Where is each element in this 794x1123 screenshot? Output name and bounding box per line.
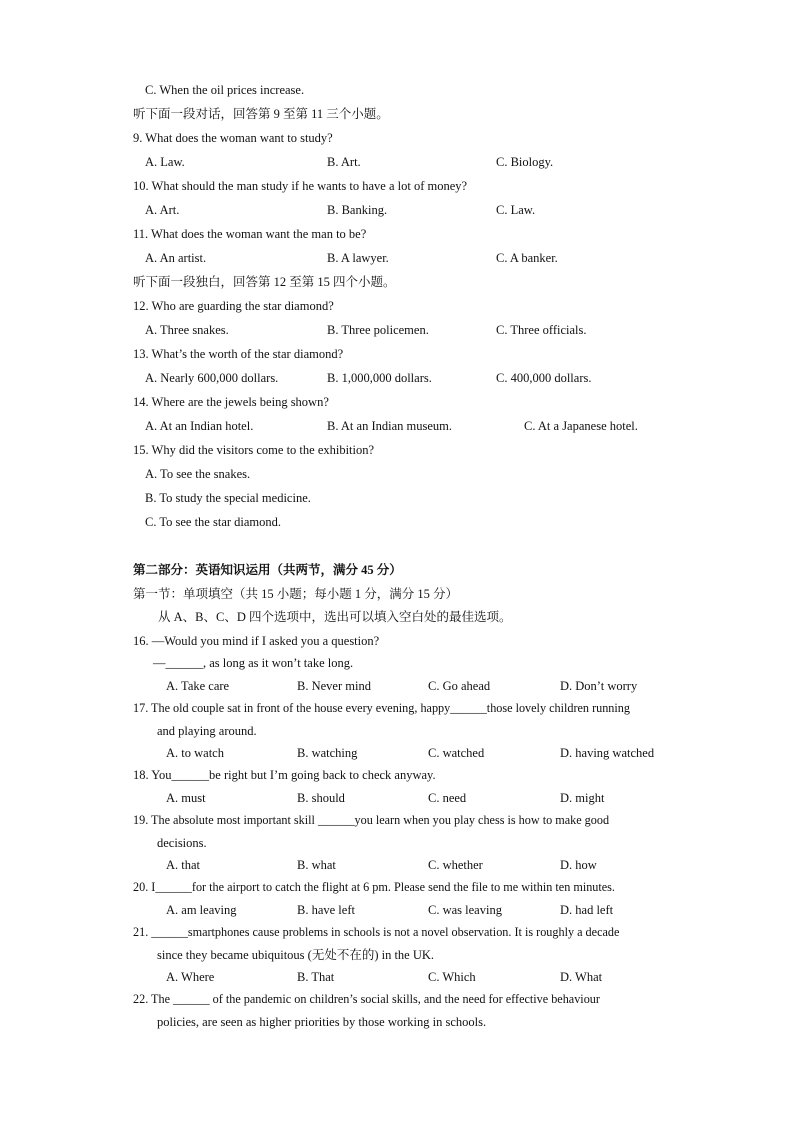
q20-option-b: B. have left xyxy=(297,903,355,917)
q21-option-c: C. Which xyxy=(428,970,476,984)
section-heading-12-15: 听下面一段独白，回答第 12 至第 15 四个小题。 xyxy=(133,275,396,289)
q12-option-b: B. Three policemen. xyxy=(327,323,429,337)
question-16-reply: —______, as long as it won’t take long. xyxy=(153,656,354,670)
q16-option-d: D. Don’t worry xyxy=(560,679,638,693)
q10-option-a: A. Art. xyxy=(145,203,180,217)
q20-option-a: A. am leaving xyxy=(166,903,237,917)
q10-option-c: C. Law. xyxy=(496,203,536,217)
q15-option-a: A. To see the snakes. xyxy=(145,467,251,481)
q21-option-b: B. That xyxy=(297,970,335,984)
q10-option-b: B. Banking. xyxy=(327,203,388,217)
question-14: 14. Where are the jewels being shown? xyxy=(133,395,329,409)
q9-option-c: C. Biology. xyxy=(496,155,554,169)
question-20: 20. I______for the airport to catch the flight at 6 pm. Please send the file to me within ten minutes. xyxy=(133,880,615,894)
question-15: 15. Why did the visitors come to the exhibition? xyxy=(133,443,375,457)
q12-option-c: C. Three officials. xyxy=(496,323,587,337)
question-10: 10. What should the man study if he wants to have a lot of money? xyxy=(133,179,468,193)
q21-option-a: A. Where xyxy=(166,970,215,984)
carry-option: C. When the oil prices increase. xyxy=(145,83,305,97)
q18-option-b: B. should xyxy=(297,791,345,805)
q13-option-c: C. 400,000 dollars. xyxy=(496,371,592,385)
question-22: 22. The ______ of the pandemic on children’s social skills, and the need for effective behaviour xyxy=(133,992,600,1006)
question-13: 13. What’s the worth of the star diamond? xyxy=(133,347,344,361)
q21-option-d: D. What xyxy=(560,970,603,984)
question-21-cont: since they became ubiquitous (无处不在的) in the UK. xyxy=(157,948,435,962)
q15-option-c: C. To see the star diamond. xyxy=(145,515,282,529)
question-16: 16. —Would you mind if I asked you a question? xyxy=(133,634,380,648)
q11-option-c: C. A banker. xyxy=(496,251,558,265)
q12-option-a: A. Three snakes. xyxy=(145,323,229,337)
q19-option-c: C. whether xyxy=(428,858,483,872)
question-19: 19. The absolute most important skill ______you learn when you play chess is how to make good xyxy=(133,813,610,827)
q18-option-a: A. must xyxy=(166,791,206,805)
q17-option-b: B. watching xyxy=(297,746,358,760)
q9-option-a: A. Law. xyxy=(145,155,185,169)
q17-option-c: C. watched xyxy=(428,746,485,760)
section1-instructions: 从 A、B、C、D 四个选项中，选出可以填入空白处的最佳选项。 xyxy=(158,610,512,624)
q15-option-b: B. To study the special medicine. xyxy=(145,491,311,505)
q14-option-c: C. At a Japanese hotel. xyxy=(524,419,638,433)
q17-option-a: A. to watch xyxy=(166,746,224,760)
q17-option-d: D. having watched xyxy=(560,746,655,760)
question-17: 17. The old couple sat in front of the house every evening, happy______those lovely children running xyxy=(133,701,630,715)
q13-option-a: A. Nearly 600,000 dollars. xyxy=(145,371,279,385)
q20-option-c: C. was leaving xyxy=(428,903,502,917)
q11-option-a: A. An artist. xyxy=(145,251,207,265)
question-18: 18. You______be right but I’m going back to check anyway. xyxy=(133,768,436,782)
q14-option-a: A. At an Indian hotel. xyxy=(145,419,254,433)
question-19-cont: decisions. xyxy=(157,836,207,850)
section-heading-9-11: 听下面一段对话，回答第 9 至第 11 三个小题。 xyxy=(133,107,389,121)
question-12: 12. Who are guarding the star diamond? xyxy=(133,299,334,313)
q14-option-b: B. At an Indian museum. xyxy=(327,419,452,433)
q19-option-b: B. what xyxy=(297,858,336,872)
part2-title: 第二部分：英语知识运用（共两节，满分 45 分） xyxy=(133,563,402,577)
q16-option-c: C. Go ahead xyxy=(428,679,491,693)
q16-option-a: A. Take care xyxy=(166,679,230,693)
section1-title: 第一节：单项填空（共 15 小题；每小题 1 分，满分 15 分） xyxy=(133,587,459,601)
q11-option-b: B. A lawyer. xyxy=(327,251,389,265)
q13-option-b: B. 1,000,000 dollars. xyxy=(327,371,432,385)
q18-option-d: D. might xyxy=(560,791,605,805)
q19-option-d: D. how xyxy=(560,858,597,872)
q20-option-d: D. had left xyxy=(560,903,614,917)
question-22-cont: policies, are seen as higher priorities by those working in schools. xyxy=(157,1015,487,1029)
question-11: 11. What does the woman want the man to be? xyxy=(133,227,367,241)
question-17-cont: and playing around. xyxy=(157,724,257,738)
q19-option-a: A. that xyxy=(166,858,201,872)
q18-option-c: C. need xyxy=(428,791,467,805)
question-21: 21. ______smartphones cause problems in schools is not a novel observation. It is roughly a decade xyxy=(133,925,620,939)
q9-option-b: B. Art. xyxy=(327,155,361,169)
q16-option-b: B. Never mind xyxy=(297,679,371,693)
question-9: 9. What does the woman want to study? xyxy=(133,131,333,145)
